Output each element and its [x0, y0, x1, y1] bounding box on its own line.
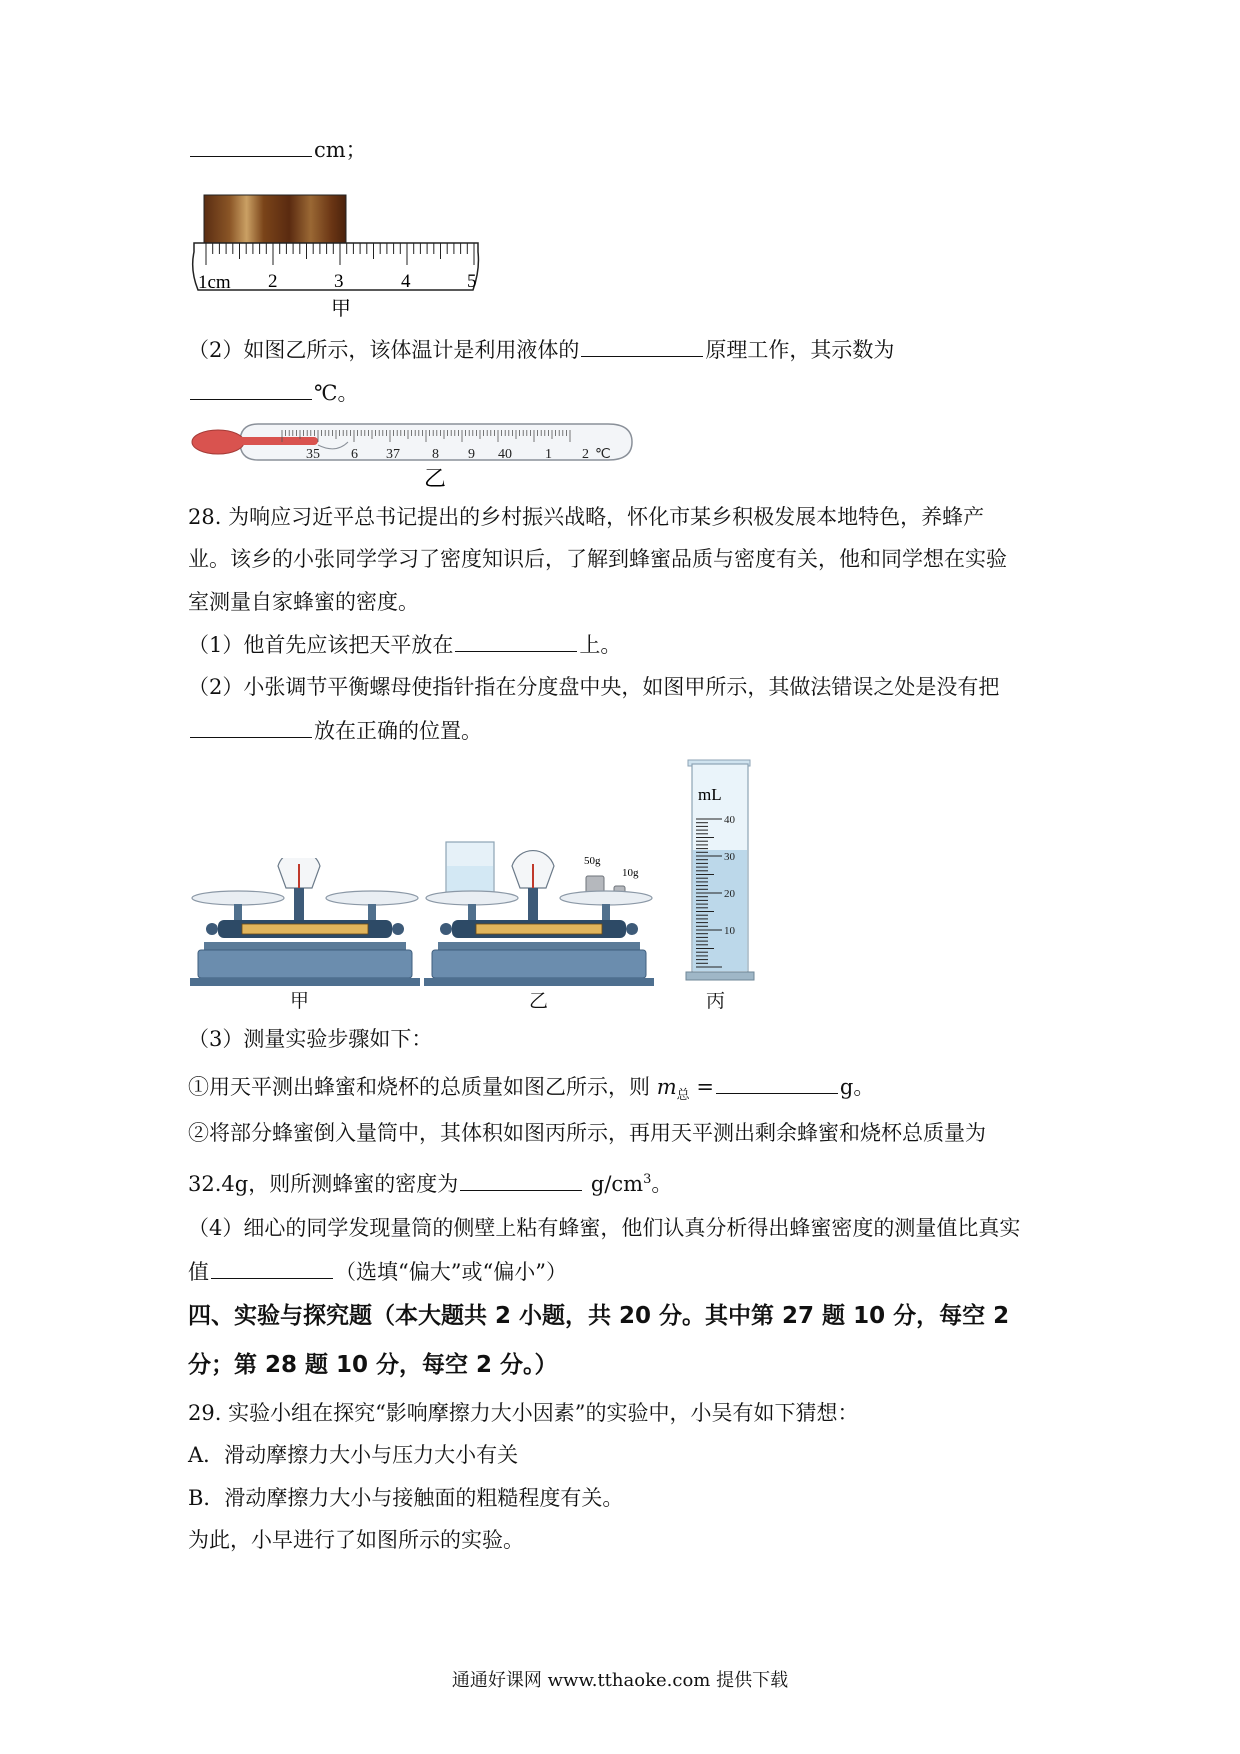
q28-p2-line2: 放在正确的位置。 [188, 715, 482, 746]
q27-cm-line: cm； [188, 134, 367, 165]
thermo-label-unit: ℃ [595, 447, 611, 462]
q28-line3: 室测量自家蜂蜜的密度。 [188, 590, 419, 614]
answer-blank[interactable] [211, 1256, 333, 1279]
weight-label-50g: 50g [584, 855, 601, 867]
ruler-label-3: 3 [334, 271, 344, 292]
answer-blank[interactable] [190, 377, 312, 400]
cylinder-tick-30: 30 [724, 851, 735, 863]
thermometer-mercury [228, 437, 318, 445]
q28-p3-line: （3）测量实验步骤如下： [188, 1027, 433, 1051]
weight-label-10g: 10g [622, 867, 639, 879]
balance-figure-yi [424, 840, 654, 998]
measuring-cylinder-figure [684, 758, 756, 984]
answer-blank[interactable] [455, 629, 577, 652]
figure-caption-bing: 丙 [706, 990, 726, 1012]
q28-p2-line1: （2）小张调节平衡螺母使指针指在分度盘中央，如图甲所示，其做法错误之处是没有把 [188, 675, 1000, 699]
q27-p2-line: （2）如图乙所示，该体温计是利用液体的 原理工作，其示数为 [188, 334, 894, 365]
answer-blank[interactable] [460, 1168, 582, 1191]
answer-blank[interactable] [190, 134, 312, 157]
cylinder-tick-40: 40 [724, 814, 735, 826]
cylinder-unit-label: mL [698, 785, 722, 804]
honey-in-beaker [447, 866, 493, 893]
section-heading-line2: 分；第 28 题 10 分，每空 2 分。） [188, 1352, 558, 1378]
q28-line2: 业。该乡的小张同学学习了密度知识后，了解到蜂蜜品质与密度有关，他和同学想在实验 [188, 547, 1007, 571]
thermo-label-6: 6 [351, 447, 358, 462]
answer-blank[interactable] [716, 1071, 838, 1094]
ruler-label-2: 2 [268, 271, 278, 292]
q28-p4-line2: 值 （选填“偏大”或“偏小”） [188, 1256, 567, 1287]
q29-option-b: B．滑动摩擦力大小与接触面的粗糙程度有关。 [188, 1486, 624, 1510]
figure-caption-jia: 甲 [290, 990, 310, 1012]
ruler-figure [188, 190, 488, 320]
ruler-label-5: 5 [467, 271, 477, 292]
thermo-label-2: 2 [582, 447, 589, 462]
section-heading-line1: 四、实验与探究题（本大题共 2 小题，共 20 分。其中第 27 题 10 分，每空 2 [188, 1303, 1010, 1329]
wooden-block [204, 195, 346, 243]
figure-caption-jia: 甲 [331, 296, 351, 320]
q28-p4-line1: （4）细心的同学发现量筒的侧壁上粘有蜂蜜，他们认真分析得出蜂蜜密度的测量值比真实 [188, 1216, 1021, 1240]
liquid-in-cylinder [693, 850, 747, 971]
thermo-label-9: 9 [468, 447, 475, 462]
q28-step2-line1: ②将部分蜂蜜倒入量筒中，其体积如图丙所示，再用天平测出剩余蜂蜜和烧杯总质量为 [188, 1121, 986, 1145]
q29-line1: 29. 实验小组在探究“影响摩擦力大小因素”的实验中，小吴有如下猜想： [188, 1401, 859, 1425]
ruler-label-1: 1cm [198, 272, 231, 293]
figure-caption-yi: 乙 [529, 990, 549, 1012]
thermo-label-35: 35 [306, 447, 320, 462]
cylinder-tick-20: 20 [724, 888, 735, 900]
thermo-label-1: 1 [545, 447, 552, 462]
page-footer: 通通好课网 www.tthaoke.com 提供下载 [451, 1670, 789, 1691]
thermo-label-8: 8 [432, 447, 439, 462]
q29-line4: 为此，小早进行了如图所示的实验。 [188, 1528, 524, 1552]
answer-blank[interactable] [190, 715, 312, 738]
q28-step2-line2: 32.4g，则所测蜂蜜的密度为 $g/cm^3$。 [188, 1165, 672, 1199]
ruler-label-4: 4 [401, 271, 411, 292]
thermometer-figure [188, 420, 638, 490]
q28-step1-line: ①用天平测出蜂蜜和烧杯的总质量如图乙所示，则 $m_总 = g$。 [188, 1071, 874, 1111]
q28-line1: 28. 为响应习近平总书记提出的乡村振兴战略，怀化市某乡积极发展本地特色，养蜂产 [188, 505, 985, 529]
figure-caption-yi: 乙 [424, 467, 447, 490]
thermo-label-37: 37 [386, 447, 400, 462]
cylinder-tick-10: 10 [724, 925, 735, 937]
thermo-label-40: 40 [498, 447, 512, 462]
answer-blank[interactable] [581, 334, 703, 357]
balance-figure-jia [190, 858, 420, 998]
q29-option-a: A．滑动摩擦力大小与压力大小有关 [188, 1443, 519, 1467]
q27-temp-line: ℃。 [188, 377, 359, 408]
q28-p1-line: （1）他首先应该把天平放在 上。 [188, 629, 621, 660]
